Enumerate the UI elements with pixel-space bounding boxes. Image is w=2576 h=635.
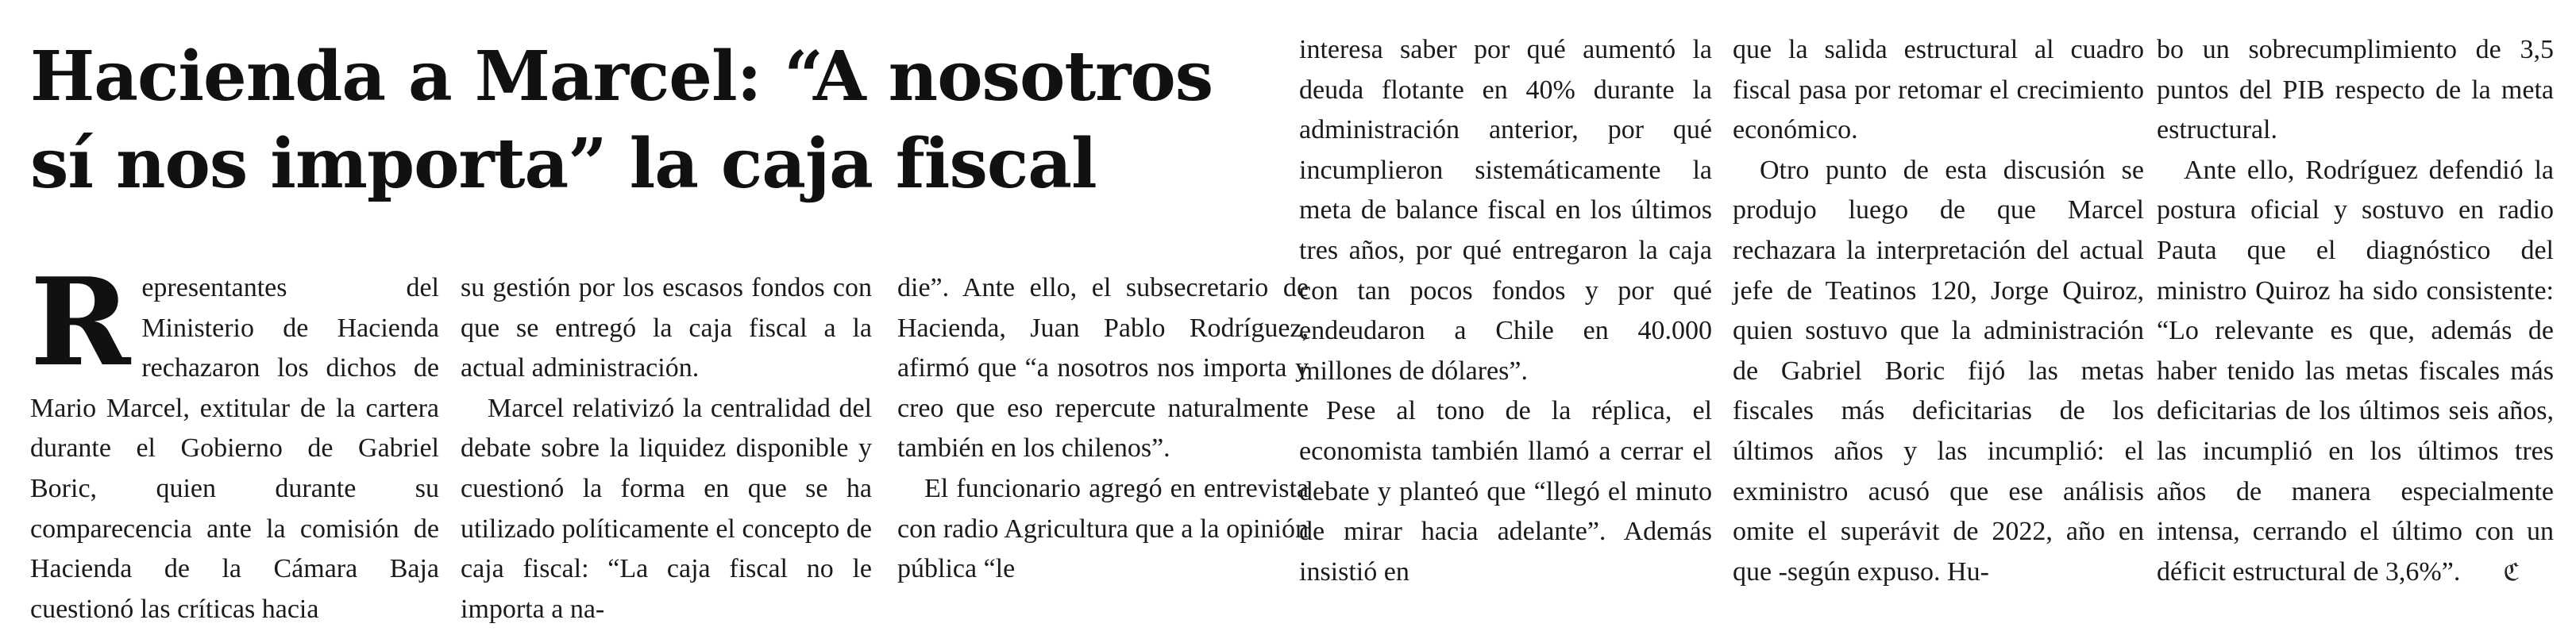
paragraph-text: epresentantes del Ministerio de Hacienda rechazaron los dichos de Mario Marcel, extitular de la cartera durante el Gobierno de Gabriel Boric, quien durante su comparecencia ante la comisión de Hacienda de la Cámara Baja cuestionó las críticas hacia — [30, 273, 439, 624]
paragraph — [30, 251, 439, 629]
drop-cap: R — [30, 251, 131, 393]
paragraph: die”. Ante ello, el subsecretario de Hacienda, Juan Pablo Rodríguez, afirmó que “a nosotros nos importa y creo que eso repercute naturalmente también en los chilenos”. — [897, 273, 1309, 464]
article-column-4 — [1299, 30, 1712, 592]
paragraph: su gestión por los escasos fondos con que se entregó la caja fiscal a la actual administración. — [461, 273, 872, 383]
article-column-3 — [897, 268, 1309, 590]
paragraph: bo un sobrecumplimiento de 3,5 puntos del PIB respecto de la meta estructural. — [2157, 35, 2554, 145]
paragraph — [2157, 151, 2554, 594]
paragraph: Pese al tono de la réplica, el economista también llamó a cerrar el debate y planteó que “llegó el minuto de mirar hacia adelante”. Además insistió en — [1299, 396, 1712, 587]
article-column-5 — [1733, 30, 2144, 592]
headline: Hacienda a Marcel: “A nosotros sí nos importa” la caja fiscal — [30, 37, 1213, 204]
article-column-1 — [30, 251, 439, 629]
paragraph: El funcionario agregó en entrevista con radio Agricultura que a la opinión pública “le — [897, 473, 1309, 584]
paragraph: interesa saber por qué aumentó la deuda flotante en 40% durante la administración anterior, por qué incumplieron sistemáticamente la meta de balance fiscal en los últimos tres años, por qué entregaron la caja con tan pocos fondos y por qué endeudaron a Chile en 40.000 millones de dólares”. — [1299, 35, 1712, 386]
article-column-2 — [461, 268, 872, 629]
paragraph: Otro punto de esta discusión se produjo luego de que Marcel rechazara la interpretación del actual jefe de Teatinos 120, Jorge Quiroz, quien sostuvo que la administración de Gabriel Boric fijó las metas fiscales más deficitarias de los últimos años y las incumplió: el exministro acusó que ese análisis omite el superávit de 2022, año en que -según expuso. Hu- — [1733, 155, 2144, 587]
paragraph: que la salida estructural al cuadro fiscal pasa por retomar el crecimiento económico. — [1733, 35, 2144, 145]
end-mark-icon: ℭ — [2503, 558, 2520, 587]
paragraph: Marcel relativizó la centralidad del debate sobre la liquidez disponible y cuestionó la forma en que se ha utilizado políticamente el concepto de caja fiscal: “La caja fiscal no le importa a na- — [461, 393, 872, 624]
article-column-6 — [2157, 30, 2554, 593]
paragraph-text: Ante ello, Rodríguez defendió la postura oficial y sostuvo en radio Pauta que el diagnóstico del ministro Quiroz ha sido consistente: “Lo relevante es que, además de haber tenido las metas fiscales más deficitarias de los últimos seis años, las incumplió en los últimos tres años de manera especialmente intensa, cerrando el último con un déficit estructural de 3,6%”. — [2157, 155, 2554, 587]
